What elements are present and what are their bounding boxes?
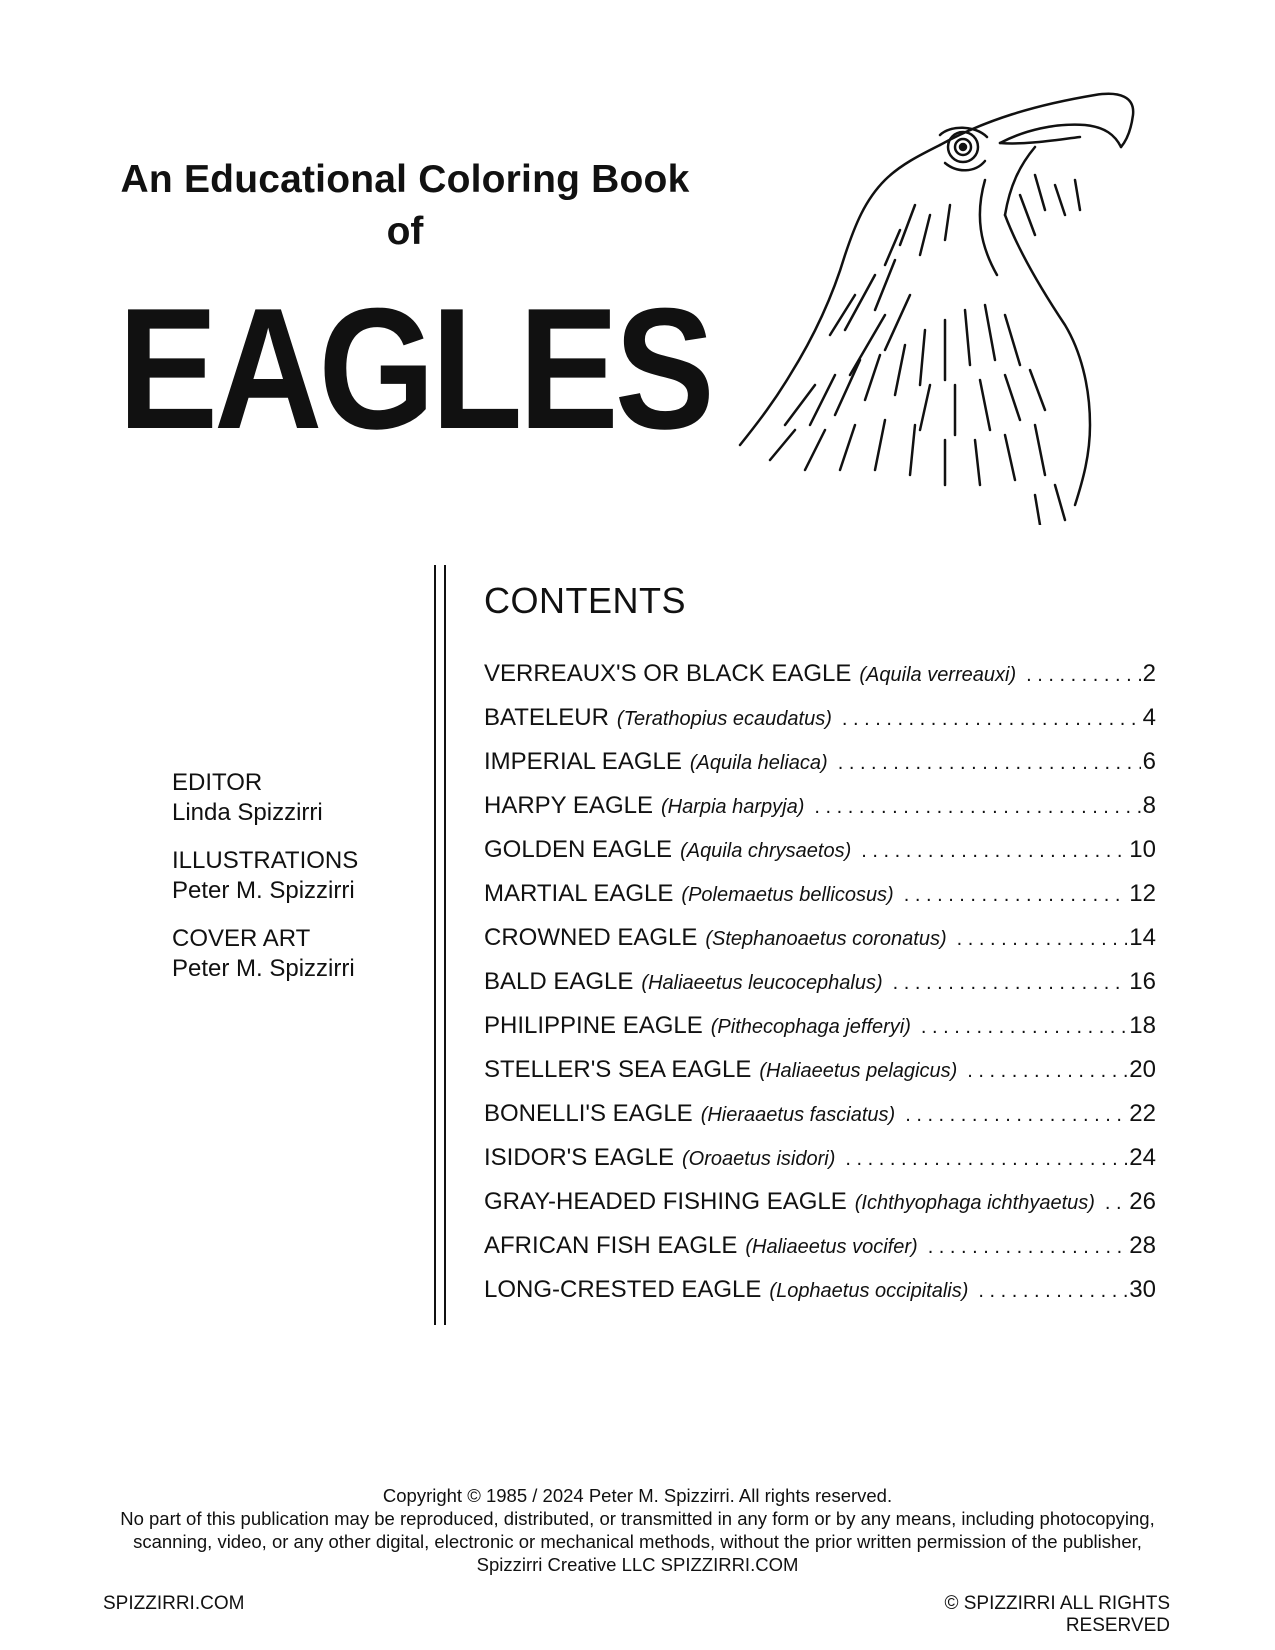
toc-common-name: PHILIPPINE EAGLE — [484, 1012, 703, 1039]
contents-heading: CONTENTS — [484, 580, 686, 621]
toc-scientific-name: (Lophaetus occipitalis) — [769, 1280, 969, 1302]
toc-common-name: VERREAUX'S OR BLACK EAGLE — [484, 660, 852, 687]
copyright-line: scanning, video, or any other digital, electronic or mechanical methods, without the prior written permission of the publisher, — [133, 1531, 1142, 1552]
credit-name: Linda Spizzirri — [172, 799, 323, 826]
toc-page-number: 8 — [1142, 792, 1156, 819]
toc-page-number: 10 — [1129, 836, 1156, 863]
toc-dot-leader — [842, 708, 1141, 731]
toc-entry[interactable] — [484, 1188, 1156, 1232]
toc-page-number: 16 — [1129, 968, 1156, 995]
table-of-contents — [484, 660, 1156, 1320]
toc-entry[interactable] — [484, 1144, 1156, 1188]
credit-role: ILLUSTRATIONS — [172, 847, 359, 874]
toc-dot-leader — [861, 840, 1127, 863]
toc-dot-leader — [814, 796, 1140, 819]
copyright-line: Copyright © 1985 / 2024 Peter M. Spizzirri. All rights reserved. — [382, 1485, 893, 1506]
toc-dot-leader — [845, 1148, 1127, 1171]
toc-entry[interactable] — [484, 1276, 1156, 1320]
toc-entry[interactable] — [484, 880, 1156, 924]
toc-scientific-name: (Harpia harpyja) — [660, 796, 805, 818]
toc-entry[interactable] — [484, 1056, 1156, 1100]
toc-entry[interactable] — [484, 924, 1156, 968]
toc-dot-leader — [957, 928, 1128, 951]
footer-rights: © SPIZZIRRI ALL RIGHTS RESERVED — [944, 1593, 1170, 1636]
title-main: EAGLES — [118, 271, 711, 465]
toc-dot-leader — [838, 752, 1141, 775]
toc-entry[interactable] — [484, 748, 1156, 792]
title-line-2: of — [386, 210, 424, 253]
credits-block — [172, 768, 432, 1002]
toc-common-name: ISIDOR'S EAGLE — [484, 1144, 674, 1171]
toc-dot-leader — [978, 1280, 1127, 1303]
vertical-divider — [434, 565, 436, 1325]
toc-scientific-name: (Hieraaetus fasciatus) — [700, 1104, 896, 1126]
credit-role: COVER ART — [172, 925, 311, 952]
toc-page-number: 2 — [1142, 660, 1156, 687]
toc-dot-leader — [893, 972, 1128, 995]
toc-common-name: BONELLI'S EAGLE — [484, 1100, 693, 1127]
vertical-divider — [444, 565, 446, 1325]
toc-scientific-name: (Terathopius ecaudatus) — [616, 708, 832, 730]
toc-scientific-name: (Ichthyophaga ichthyaetus) — [854, 1192, 1095, 1214]
credit-name: Peter M. Spizzirri — [172, 955, 355, 982]
toc-scientific-name: (Oroaetus isidori) — [681, 1148, 836, 1170]
toc-page-number: 12 — [1129, 880, 1156, 907]
toc-common-name: AFRICAN FISH EAGLE — [484, 1232, 738, 1259]
toc-scientific-name: (Pithecophaga jefferyi) — [710, 1016, 911, 1038]
toc-common-name: GRAY-HEADED FISHING EAGLE — [484, 1188, 847, 1215]
toc-common-name: LONG-CRESTED EAGLE — [484, 1276, 762, 1303]
toc-dot-leader — [904, 884, 1128, 907]
title-line-1: An Educational Coloring Book — [120, 158, 690, 201]
toc-dot-leader — [967, 1060, 1127, 1083]
toc-page-number: 24 — [1129, 1144, 1156, 1171]
toc-page-number: 20 — [1129, 1056, 1156, 1083]
credit-name: Peter M. Spizzirri — [172, 877, 355, 904]
toc-scientific-name: (Haliaeetus leucocephalus) — [641, 972, 883, 994]
toc-scientific-name: (Aquila verreauxi) — [859, 664, 1017, 686]
toc-common-name: STELLER'S SEA EAGLE — [484, 1056, 752, 1083]
toc-scientific-name: (Polemaetus bellicosus) — [681, 884, 894, 906]
toc-scientific-name: (Haliaeetus pelagicus) — [759, 1060, 958, 1082]
eagle-head-illustration — [735, 85, 1205, 525]
credit-editor — [172, 768, 432, 828]
toc-page-number: 22 — [1129, 1100, 1156, 1127]
toc-entry[interactable] — [484, 704, 1156, 748]
toc-dot-leader — [1105, 1192, 1127, 1215]
toc-page-number: 28 — [1129, 1232, 1156, 1259]
credit-illustrations — [172, 846, 432, 906]
copyright-line: Spizzirri Creative LLC SPIZZIRRI.COM — [476, 1554, 799, 1575]
toc-entry[interactable] — [484, 1100, 1156, 1144]
credit-cover-art — [172, 924, 432, 984]
toc-common-name: CROWNED EAGLE — [484, 924, 698, 951]
toc-scientific-name: (Stephanoaetus coronatus) — [705, 928, 947, 950]
toc-common-name: GOLDEN EAGLE — [484, 836, 673, 863]
toc-common-name: MARTIAL EAGLE — [484, 880, 674, 907]
toc-scientific-name: (Aquila heliaca) — [689, 752, 828, 774]
toc-page-number: 18 — [1129, 1012, 1156, 1039]
toc-common-name: HARPY EAGLE — [484, 792, 653, 819]
toc-scientific-name: (Aquila chrysaetos) — [680, 840, 852, 862]
credit-role: EDITOR — [172, 769, 263, 796]
toc-dot-leader — [1026, 664, 1141, 687]
toc-entry[interactable] — [484, 836, 1156, 880]
copyright-notice — [80, 1484, 1195, 1576]
toc-dot-leader — [905, 1104, 1127, 1127]
toc-page-number: 26 — [1129, 1188, 1156, 1215]
toc-entry[interactable] — [484, 968, 1156, 1012]
toc-page-number: 4 — [1142, 704, 1156, 731]
toc-dot-leader — [921, 1016, 1127, 1039]
toc-page-number: 6 — [1142, 748, 1156, 775]
footer-website[interactable]: SPIZZIRRI.COM — [103, 1593, 245, 1614]
toc-entry[interactable] — [484, 792, 1156, 836]
copyright-line: No part of this publication may be reproduced, distributed, or transmitted in any form or by any means, including photocopying, — [120, 1508, 1155, 1529]
toc-dot-leader — [928, 1236, 1128, 1259]
toc-entry[interactable] — [484, 1012, 1156, 1056]
toc-common-name: BATELEUR — [484, 704, 609, 731]
toc-common-name: BALD EAGLE — [484, 968, 634, 995]
toc-page-number: 14 — [1129, 924, 1156, 951]
toc-common-name: IMPERIAL EAGLE — [484, 748, 682, 775]
toc-entry[interactable] — [484, 1232, 1156, 1276]
toc-page-number: 30 — [1129, 1276, 1156, 1303]
toc-scientific-name: (Haliaeetus vocifer) — [745, 1236, 918, 1258]
toc-entry[interactable] — [484, 660, 1156, 704]
